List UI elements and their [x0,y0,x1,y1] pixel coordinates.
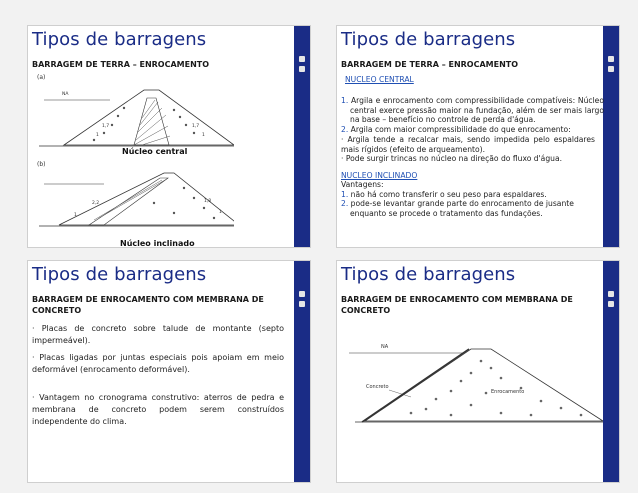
slide-title: Tipos de barragens [341,29,516,50]
slide-side-bar [603,26,619,247]
slide-4 [336,260,620,483]
fig-a-label: (a) [37,74,46,81]
section-heading-inclined: NUCLEO INCLINADO [341,171,418,180]
slide-title: Tipos de barragens [341,264,516,285]
bullet-item: · Pode surgir trincas no núcleo na direção do fluxo d'água. [341,154,563,163]
list-item: 2. pode-se levantar grande parte do enrocamento de jusante enquanto se procede o tratamento das fundações. [341,199,574,218]
bullet-item: · Vantagem no cronograma construtivo: aterros de pedra e membrana de concreto podem serem construídos independente do clima. [32,393,284,426]
slope-one-right: 1 [219,210,222,215]
slide-side-bar [294,261,310,482]
slide-title: Tipos de barragens [32,264,207,285]
concreto-label: Concreto [366,384,389,390]
na-label: NA [381,344,389,350]
slide-subtitle: BARRAGEM DE ENROCAMENTO COM MEMBRANA DE CONCRETO [32,295,264,315]
na-label: NA [62,92,69,97]
slide-subtitle: BARRAGEM DE TERRA – ENROCAMENTO [341,60,519,69]
list-item: 2. Argila com maior compressibilidade do que enrocamento: [341,125,571,134]
slope-one-right: 1 [202,133,205,138]
slide-2 [336,25,620,248]
slide-title: Tipos de barragens [32,29,207,50]
slope-label-left: 2,2 [92,201,100,206]
slide-subtitle: BARRAGEM DE TERRA – ENROCAMENTO [32,60,210,69]
enrocamento-label: Enrocamento [491,389,525,395]
caption-central-core: Núcleo central [122,147,188,156]
slope-one-left: 1 [74,213,77,218]
slide-side-bar [603,261,619,482]
list-item: 1. não há como transferir o seu peso para espaldares. [341,190,547,199]
slope-one-left: 1 [96,133,99,138]
slide-subtitle: BARRAGEM DE ENROCAMENTO COM MEMBRANA DE CONCRETO [341,295,573,315]
slope-label-right: 1,7 [192,124,200,129]
slide-1 [27,25,311,248]
section-heading-central: NUCLEO CENTRAL [345,75,414,84]
bullet-item: · Argila tende a recalcar mais, sendo impedida pelo espaldares mais rígidos (efeito de arqueamento). [341,135,596,154]
bullet-item: · Placas ligadas por juntas especiais pois apoiam em meio deformável (enrocamento deformável). [32,353,284,374]
list-item: 1. Argila e enrocamento com compressibilidade compatíveis: Núcleo central exerce pressão maior na fundação, além de ser mais largo na base – benefício no controle de perda d'água. [341,96,604,125]
slide-3 [27,260,311,483]
caption-inclined-core: Núcleo inclinado [120,239,195,248]
bullet-item: · Placas de concreto sobre talude de montante (septo impermeável). [32,324,284,345]
slope-label-right: 1,8 [204,199,212,204]
fig-b-label: (b) [37,161,46,168]
concrete-face-dam-diagram [341,333,603,433]
vantagens-label: Vantagens: [341,180,384,189]
dam-diagram-inclined-core [34,158,234,238]
slide-side-bar [294,26,310,247]
slope-label-left: 1,7 [102,124,110,129]
